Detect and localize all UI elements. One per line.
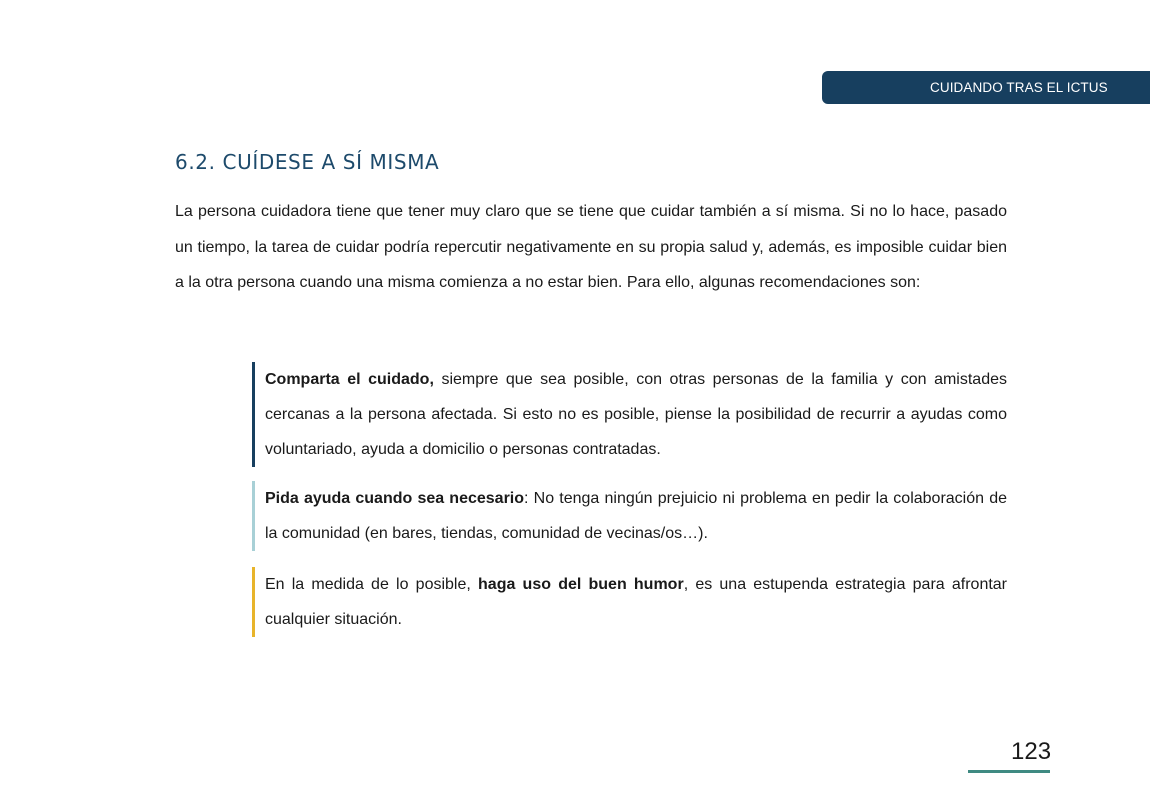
intro-paragraph: La persona cuidadora tiene que tener muy claro que se tiene que cuidar también a sí misma. Si no lo hace, pasado un tiempo, la tarea de cuidar podría repercutir negativamente en su propia salud y, además, es imposible cuidar bien a la otra persona cuando una misma comienza a no estar bien. Para ello, algunas recomendaciones son: [175, 203, 1007, 291]
recommendation-rest: siempre que sea posible, con otras personas de la familia y con amistades cercanas a la persona afectada. Si esto no es posible, piense la posibilidad de recurrir a ayudas como voluntariado, ayuda a domicilio o personas contratadas. [265, 371, 1007, 458]
recommendation-bold: haga uso del buen humor [478, 576, 684, 593]
recommendation-good-humor [252, 567, 1007, 637]
section-title: 6.2. CUÍDESE A SÍ MISMA [175, 150, 440, 174]
recommendation-lead: En la medida de lo posible, [265, 576, 479, 593]
recommendation-text [265, 481, 1007, 551]
chapter-header-label: CUIDANDO TRAS EL ICTUS [930, 80, 1108, 95]
recommendation-rest: , es una estupenda estrategia para afrontar cualquier situación. [265, 576, 1008, 628]
recommendation-share-care [252, 362, 1007, 467]
recommendation-text [265, 362, 1007, 467]
page-number-underline [968, 770, 1050, 773]
recommendation-bold: Pida ayuda cuando sea necesario [265, 490, 525, 507]
recommendation-ask-help [252, 481, 1007, 551]
recommendation-rest: : No tenga ningún prejuicio ni problema en pedir la colaboración de la comunidad (en bares, tiendas, comunidad de vecinas/os…). [265, 490, 1008, 542]
chapter-header-tab [822, 71, 1150, 104]
recommendation-bold: Comparta el cuidado, [265, 371, 434, 388]
recommendation-text [265, 567, 1007, 637]
page-number: 123 [1011, 738, 1052, 765]
